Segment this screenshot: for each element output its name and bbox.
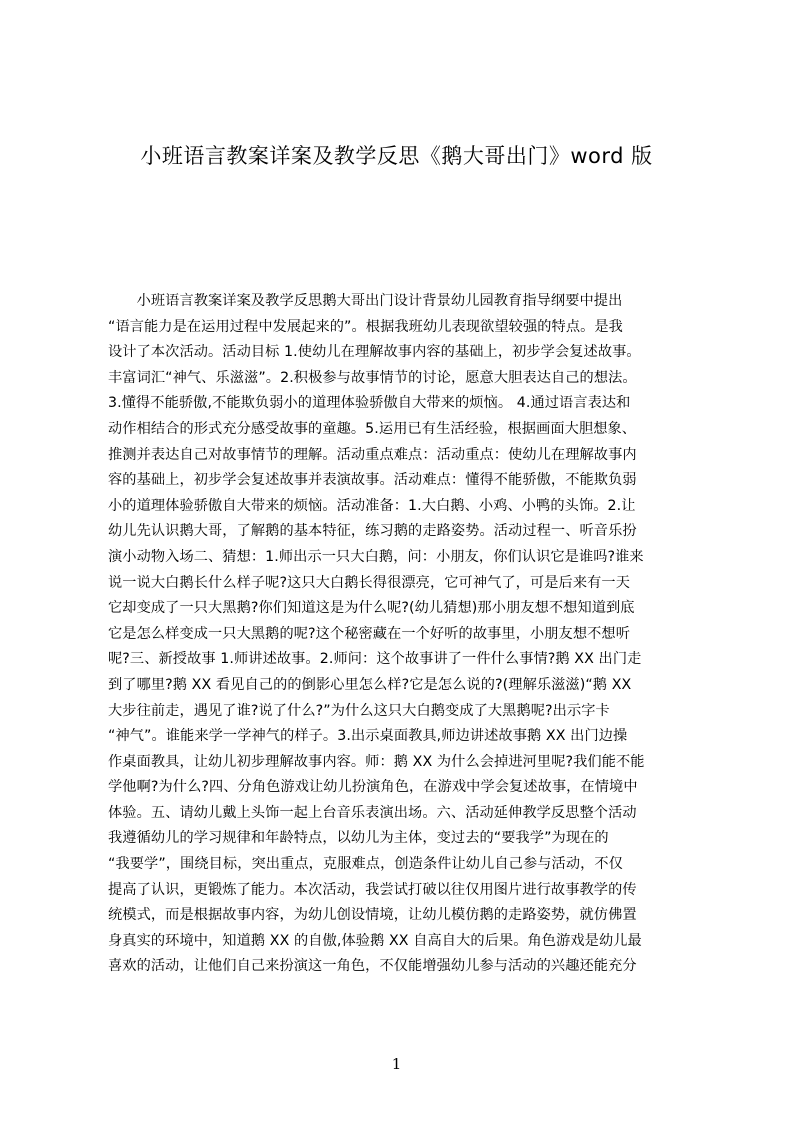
body-line: 呢?三、新授故事 1.师讲述故事。2.师问：这个故事讲了一件什么事情?鹅 XX 出门走: [108, 651, 642, 668]
body-line: 我遵循幼儿的学习规律和年龄特点，以幼儿为主体，变过去的“要我学”为现在的: [108, 830, 609, 847]
body-line: 小的道理体验骄傲自大带来的烦恼。活动准备：1.大白鹅、小鸡、小鸭的头饰。2.让: [108, 497, 636, 514]
body-line: 推测并表达自己对故事情节的理解。活动重点难点：活动重点：使幼儿在理解故事内: [108, 446, 637, 463]
body-line: 容的基础上，初步学会复述故事并表演故事。活动难点：懂得不能骄傲，不能欺负弱: [108, 472, 637, 489]
body-line: 喜欢的活动，让他们自己来扮演这一角色，不仅能增强幼儿参与活动的兴趣还能充分: [108, 958, 637, 975]
body-line: 学他啊?为什么?四、分角色游戏让幼儿扮演角色，在游戏中学会复述故事，在情境中: [108, 779, 638, 796]
body-line: “神气”。谁能来学一学神气的样子。3.出示桌面教具,师边讲述故事鹅 XX 出门边操: [108, 728, 628, 745]
body-line: “我要学”，围绕目标，突出重点，克服难点，创造条件让幼儿自己参与活动，不仅: [108, 856, 623, 873]
body-line: 幼儿先认识鹅大哥，了解鹅的基本特征，练习鹅的走路姿势。活动过程一、听音乐扮: [108, 523, 637, 540]
body-line: 3.懂得不能骄傲,不能欺负弱小的道理体验骄傲自大带来的烦恼。 4.通过语言表达和: [108, 395, 631, 412]
body-line: 丰富词汇“神气、乐滋滋”。2.积极参与故事情节的讨论，愿意大胆表达自己的想法。: [108, 369, 637, 386]
body-line: “语言能力是在运用过程中发展起来的”。根据我班幼儿表现欲望较强的特点。是我: [108, 318, 623, 335]
document-title: 小班语言教案详案及教学反思《鹅大哥出门》word 版: [140, 144, 653, 168]
body-line: 体验。五、请幼儿戴上头饰一起上台音乐表演出场。六、活动延伸教学反思整个活动: [108, 804, 637, 821]
page-number: 1: [391, 1055, 402, 1073]
body-line: 提高了认识，更锻炼了能力。本次活动，我尝试打破以往仅用图片进行故事教学的传: [108, 881, 637, 898]
body-line: 它却变成了一只大黑鹅?你们知道这是为什么呢?(幼儿猜想)那小朋友想不想知道到底: [108, 600, 635, 617]
body-line: 它是怎么样变成一只大黑鹅的呢?这个秘密藏在一个好听的故事里，小朋友想不想听: [108, 625, 630, 642]
body-line: 身真实的环境中，知道鹅 XX 的自傲,体验鹅 XX 自高自大的后果。角色游戏是幼儿最: [108, 932, 642, 949]
body-line: 大步往前走，遇见了谁?说了什么?”为什么这只大白鹅变成了大黑鹅呢?出示字卡: [108, 702, 610, 719]
body-line: 统模式，而是根据故事内容，为幼儿创设情境，让幼儿模仿鹅的走路姿势，就仿佛置: [108, 907, 637, 924]
body-line: 说一说大白鹅长什么样子呢?这只大白鹅长得很漂亮，它可神气了，可是后来有一天: [108, 574, 630, 591]
body-line: 演小动物入场二、猜想：1.师出示一只大白鹅，问：小朋友，你们认识它是谁吗?谁来: [108, 548, 644, 565]
body-line: 设计了本次活动。活动目标 1.使幼儿在理解故事内容的基础上，初步学会复述故事。: [108, 344, 641, 361]
document-body: [108, 289, 704, 980]
body-line: 小班语言教案详案及教学反思鹅大哥出门设计背景幼儿园教育指导纲要中提出: [108, 293, 623, 309]
body-line: 动作相结合的形式充分感受故事的童趣。5.运用已有生活经验，根据画面大胆想象、: [108, 420, 637, 437]
body-line: 作桌面教具，让幼儿初步理解故事内容。师：鹅 XX 为什么会掉进河里呢?我们能不能: [108, 753, 645, 770]
body-line: 到了哪里?鹅 XX 看见自己的的倒影心里怎么样?它是怎么说的?(理解乐滋滋)“鹅 XX: [108, 676, 632, 693]
